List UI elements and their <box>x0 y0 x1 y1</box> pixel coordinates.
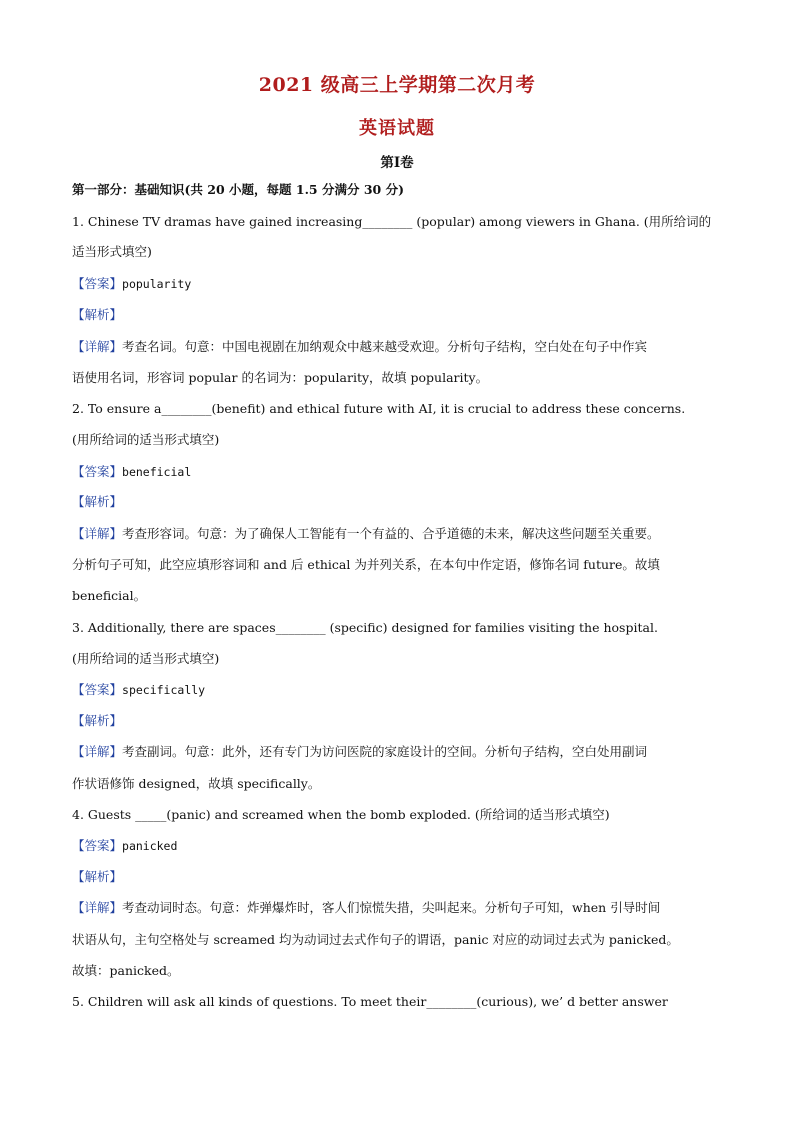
q2-text-line1: 2. To ensure a________(benefit) and ethical future with AI, it is crucial to address these concerns. <box>72 401 686 416</box>
detail-label: 【详解】 <box>72 900 123 915</box>
answer-label: 【答案】 <box>72 838 123 853</box>
analysis-label: 【解析】 <box>72 307 123 322</box>
q2-answer <box>72 462 732 482</box>
q3-text-line2: (用所给词的适当形式填空) <box>72 651 220 666</box>
q3-answer <box>72 680 732 700</box>
q1-detail-line2: 语使用名词，形容词 popular 的名词为：popularity，故填 popularity。 <box>72 370 489 385</box>
q3-detail-text1: 考查副词。句意：此外，还有专门为访问医院的家庭设计的空间。分析句子结构，空白处用副词 <box>122 744 648 759</box>
q2-detail-line1 <box>72 524 732 544</box>
q4-answer <box>72 836 732 856</box>
q1-answer <box>72 274 732 294</box>
q3-answer-value: specifically <box>122 683 206 697</box>
exam-title: 2021 级高三上学期第二次月考 <box>258 74 536 96</box>
q2-detail-text1: 考查形容词。句意：为了确保人工智能有一个有益的、合乎道德的未来，解决这些问题至关重要。 <box>122 526 660 541</box>
q2-analysis <box>72 492 732 512</box>
q1-detail-line1 <box>72 337 732 357</box>
answer-label: 【答案】 <box>72 464 123 479</box>
q4-detail-line3: 故填：panicked。 <box>72 963 180 978</box>
q2-text-line2: (用所给词的适当形式填空) <box>72 432 220 447</box>
q1-answer-value: popularity <box>122 277 192 291</box>
q4-text-line1: 4. Guests _____(panic) and screamed when the bomb exploded. (所给词的适当形式填空) <box>72 807 610 822</box>
detail-label: 【详解】 <box>72 526 123 541</box>
detail-label: 【详解】 <box>72 339 123 354</box>
q2-detail-line2: 分析句子可知，此空应填形容词和 and 后 ethical 为并列关系，在本句中作定语，修饰名词 future。故填 <box>72 557 660 572</box>
q1-text-line1: 1. Chinese TV dramas have gained increasing________ (popular) among viewers in Ghana. (用所给词的 <box>72 214 712 229</box>
q1-analysis <box>72 305 732 325</box>
q3-analysis <box>72 711 732 731</box>
q3-detail-line2: 作状语修饰 designed，故填 specifically。 <box>72 776 321 791</box>
detail-label: 【详解】 <box>72 744 123 759</box>
q1-text-line2: 适当形式填空) <box>72 244 152 259</box>
q3-detail-line1 <box>72 742 732 762</box>
q4-answer-value: panicked <box>122 839 178 853</box>
q4-detail-text1: 考查动词时态。句意：炸弹爆炸时，客人们惊慌失措，尖叫起来。分析句子可知，when 引导时间 <box>122 900 661 915</box>
q2-answer-value: beneficial <box>122 465 192 479</box>
q4-detail-line1 <box>72 898 732 918</box>
volume-label: 第Ⅰ卷 <box>380 155 414 171</box>
analysis-label: 【解析】 <box>72 713 123 728</box>
q3-text-line1: 3. Additionally, there are spaces________ (specific) designed for families visiting the hospital. <box>72 620 658 635</box>
q2-detail-line3: beneficial。 <box>72 588 147 603</box>
answer-label: 【答案】 <box>72 276 123 291</box>
q4-analysis <box>72 867 732 887</box>
analysis-label: 【解析】 <box>72 494 123 509</box>
exam-subject: 英语试题 <box>359 118 435 139</box>
analysis-label: 【解析】 <box>72 869 123 884</box>
q5-text-line1: 5. Children will ask all kinds of questions. To meet their________(curious), we’ d better answer <box>72 994 668 1009</box>
q4-detail-line2: 状语从句，主句空格处与 screamed 均为动词过去式作句子的谓语，panic 对应的动词过去式为 panicked。 <box>72 932 679 947</box>
answer-label: 【答案】 <box>72 682 123 697</box>
section-heading: 第一部分：基础知识(共 20 小题，每题 1.5 分满分 30 分) <box>72 182 404 197</box>
q1-detail-text1: 考查名词。句意：中国电视剧在加纳观众中越来越受欢迎。分析句子结构，空白处在句子中作宾 <box>122 339 648 354</box>
